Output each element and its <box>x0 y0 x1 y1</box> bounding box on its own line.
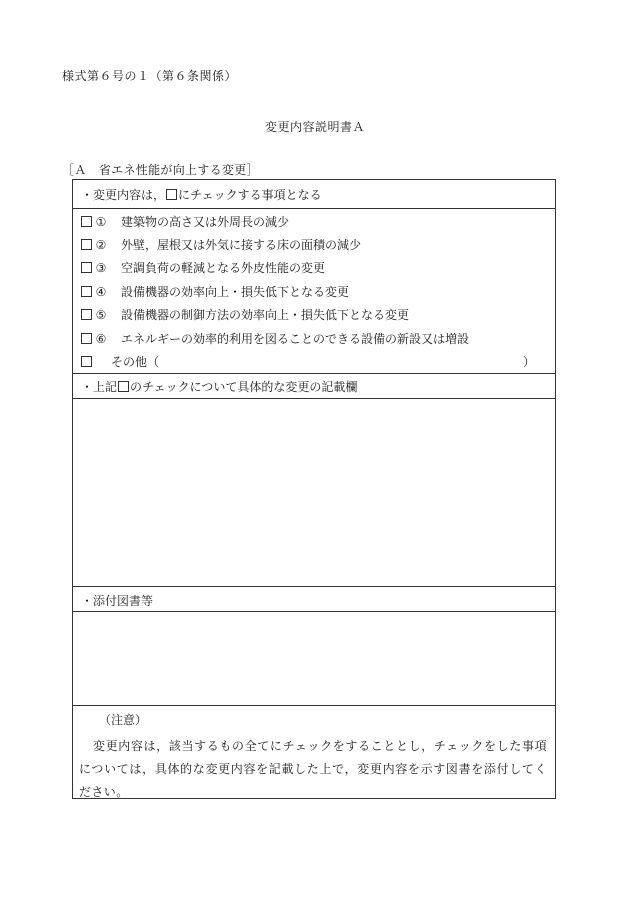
instruction-prefix: ・変更内容は， <box>81 188 166 202</box>
other-label: その他（ <box>111 355 160 369</box>
checkbox-3[interactable] <box>81 262 92 273</box>
checkbox-symbol-icon <box>166 189 177 200</box>
instruction-label <box>81 186 322 203</box>
section-heading: ［Ａ 省エネ性能が向上する変更］ <box>62 163 259 177</box>
check-item-4[interactable] <box>81 283 541 300</box>
checkbox-4[interactable] <box>81 286 92 297</box>
row-divider <box>73 373 555 374</box>
checkbox-1[interactable] <box>81 216 92 227</box>
item-text: 建築物の高さ又は外周長の減少 <box>121 215 290 229</box>
note-body: 変更内容は，該当するもの全てにチェックをすることとし，チェックをした事項については，具体的な変更内容を記載した上で，変更内容を示す図書を添付してください。 <box>79 739 547 799</box>
item-text: 設備機器の効率向上・損失低下となる変更 <box>121 285 350 299</box>
checkbox-symbol-icon <box>118 381 129 392</box>
item-number: ⑥ <box>95 331 107 346</box>
item-text: 空調負荷の軽減となる外皮性能の変更 <box>121 261 326 275</box>
checkbox-other[interactable] <box>81 356 92 367</box>
attachments-entry-area[interactable] <box>73 612 555 705</box>
details-prefix: ・上記 <box>81 380 118 394</box>
checkbox-2[interactable] <box>81 239 92 250</box>
details-suffix: のチェックについて具体的な変更の記載欄 <box>130 380 358 394</box>
item-number: ⑤ <box>95 307 107 322</box>
item-text: 設備機器の制御方法の効率向上・損失低下となる変更 <box>121 308 410 322</box>
row-divider <box>73 208 555 209</box>
checkbox-6[interactable] <box>81 333 92 344</box>
details-label <box>81 378 357 395</box>
check-item-2[interactable] <box>81 236 541 253</box>
note-title: （注意） <box>99 713 148 727</box>
other-close-paren: ） <box>522 355 535 369</box>
item-number: ② <box>95 237 107 252</box>
item-text: エネルギーの効率的利用を図ることのできる設備の新設又は増設 <box>121 332 470 346</box>
checkbox-5[interactable] <box>81 309 92 320</box>
item-number: ① <box>95 214 107 229</box>
item-number: ③ <box>95 260 107 275</box>
form-number: 様式第６号の１（第６条関係） <box>62 69 238 83</box>
check-item-3[interactable] <box>81 259 541 276</box>
check-item-1[interactable] <box>81 213 541 230</box>
check-item-6[interactable] <box>81 330 541 347</box>
item-number: ④ <box>95 284 107 299</box>
item-text: 外壁，屋根又は外気に接する床の面積の減少 <box>121 238 362 252</box>
row-divider <box>73 705 555 706</box>
row-divider <box>73 586 555 587</box>
check-item-5[interactable] <box>81 306 541 323</box>
details-entry-area[interactable] <box>73 399 555 586</box>
attachments-label: ・添付図書等 <box>81 594 154 608</box>
form-table <box>72 179 556 799</box>
check-item-other[interactable] <box>81 353 541 370</box>
instruction-suffix: にチェックする事項となる <box>178 188 322 202</box>
document-title: 変更内容説明書Ａ <box>264 120 365 134</box>
